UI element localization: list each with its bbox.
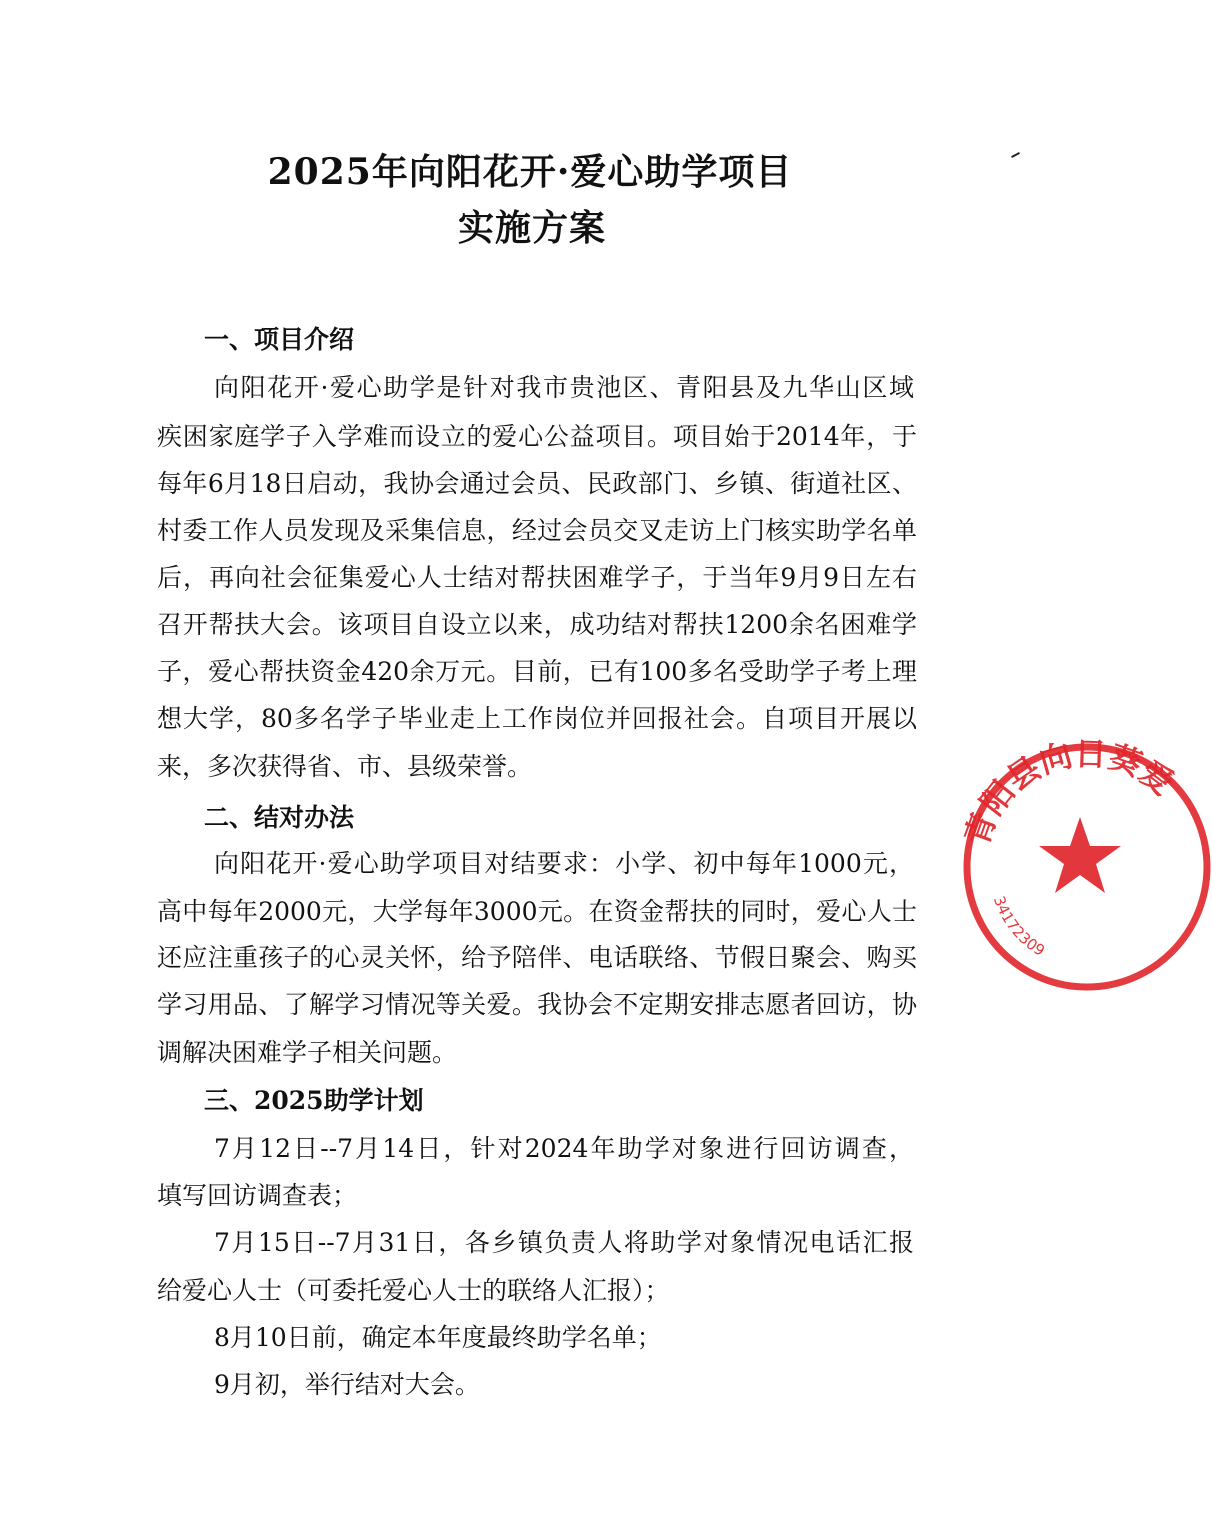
seal-code-text: 34172309 [989,893,1048,960]
section3-line: 9月初，举行结对大会。 [214,1370,480,1399]
section1-line: 来，多次获得省、市、县级荣誉。 [157,752,533,781]
section1-line: 每年6月18日启动，我协会通过会员、民政部门、乡镇、街道社区、 [157,469,917,498]
document-title-line1: 2025年向阳花开·爱心助学项目 [267,151,793,193]
section1-heading: 一、项目介绍 [204,325,355,354]
section2-line: 还应注重孩子的心灵关怀，给予陪伴、电话联络、节假日聚会、购买 [157,943,917,972]
seal-org-text: 青阳县向日葵爱 [957,734,1181,851]
section2-line: 学习用品、了解学习情况等关爱。我协会不定期安排志愿者回访，协 [157,990,917,1019]
section1-line: 后，再向社会征集爱心人士结对帮扶困难学子，于当年9月9日左右 [157,563,917,592]
section2-line: 高中每年2000元，大学每年3000元。在资金帮扶的同时，爱心人士 [157,897,917,926]
section3-line: 7月15日--7月31日，各乡镇负责人将助学对象情况电话汇报 [214,1228,914,1257]
official-seal-stamp [957,734,1212,992]
section1-line: 召开帮扶大会。该项目自设立以来，成功结对帮扶1200余名困难学 [157,610,917,639]
section3-line: 填写回访调查表； [157,1181,358,1210]
section3-line: 8月10日前，确定本年度最终助学名单； [214,1323,662,1352]
seal-star-icon [1039,817,1121,893]
section1-line: 村委工作人员发现及采集信息，经过会员交叉走访上门核实助学名单 [157,516,917,545]
section1-line: 疾困家庭学子入学难而设立的爱心公益项目。项目始于2014年，于 [157,422,917,451]
document-title-line2: 实施方案 [457,207,606,249]
section3-heading: 三、2025助学计划 [204,1086,424,1115]
section3-line: 给爱心人士（可委托爱心人士的联络人汇报）； [157,1276,670,1305]
section1-line: 想大学，80多名学子毕业走上工作岗位并回报社会。自项目开展以 [157,704,917,733]
section1-line: 子，爱心帮扶资金420余万元。目前，已有100多名受助学子考上理 [157,657,917,686]
section1-line: 向阳花开·爱心助学是针对我市贵池区、青阳县及九华山区域 [214,373,914,402]
section3-line: 7月12日--7月14日，针对2024年助学对象进行回访调查， [214,1134,914,1163]
section2-line: 向阳花开·爱心助学项目对结要求：小学、初中每年1000元， [214,849,914,878]
section2-heading: 二、结对办法 [204,803,355,832]
section2-line: 调解决困难学子相关问题。 [157,1038,458,1067]
